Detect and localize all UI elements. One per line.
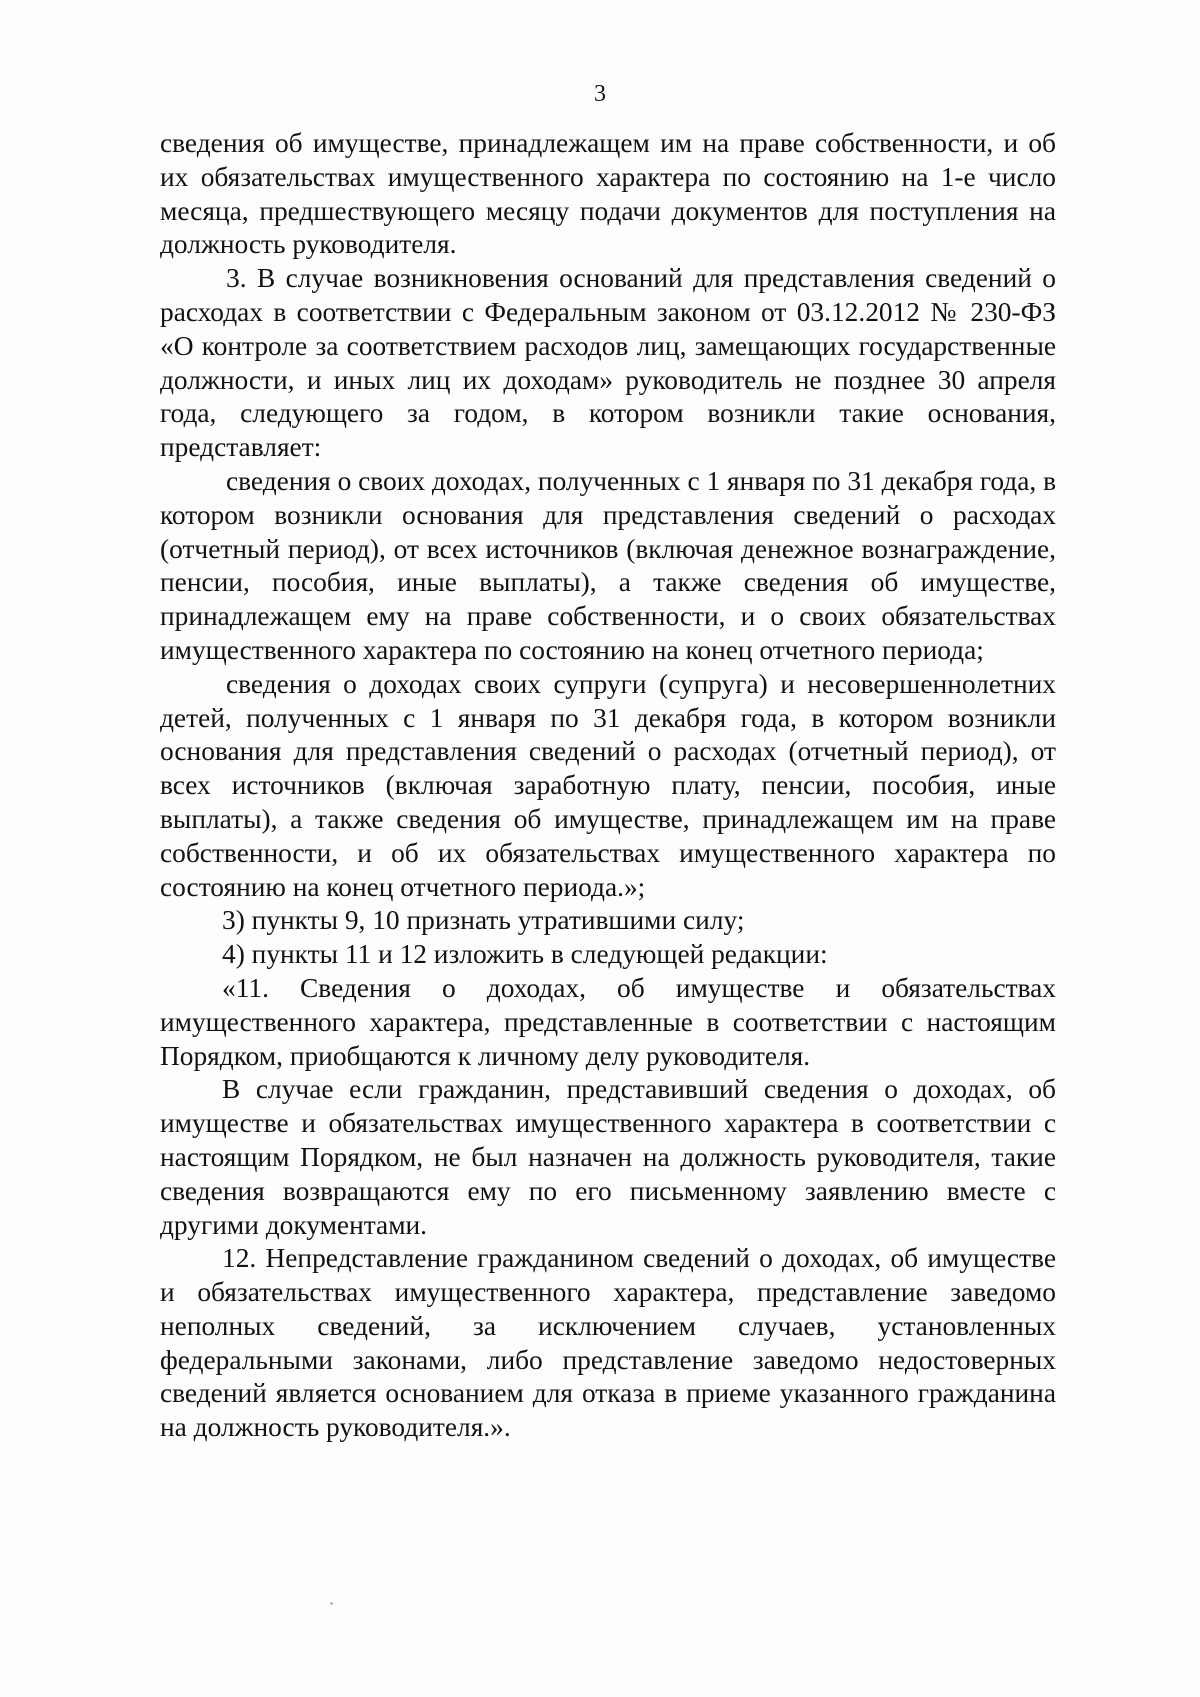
paragraph-item-11-continued: В случае если гражданин, представивший сведения о доходах, об имуществе и обязательствах имущественного характера в соответствии с настоящим Порядком, не был назначен на должность руководителя, такие сведения возвращаются ему по его письменному заявлению вместе с другими документами.	[160, 1074, 1056, 1240]
paragraph-continuation: сведения об имуществе, принадлежащем им на праве собственности, и об их обязательствах имущественного характера по состоянию на 1-е число месяца, предшествующего месяцу подачи документов для поступления на должность руководителя.	[160, 128, 1056, 260]
document-body	[160, 127, 1056, 1445]
paragraph-item-12: 12. Непредставление гражданином сведений о доходах, об имуществе и обязательствах имущественного характера, представление заведомо неполных сведений, за исключением случаев, установленных федеральными законами, либо представление заведомо недостоверных сведений является основанием для отказа в приеме указанного гражданина на должность руководителя.».	[160, 1243, 1056, 1443]
page-number: 3	[594, 81, 606, 107]
paragraph-item-3: 3. В случае возникновения оснований для представления сведений о расходах в соответствии с Федеральным законом от 03.12.2012 № 230-ФЗ «О контроле за соответствием расходов лиц, замещающих государственные должности, и иных лиц их доходам» руководитель не позднее 30 апреля года, следующего за годом, в котором возникли такие основания, представляет:	[160, 263, 1056, 463]
paragraph-subitem-4: 4) пункты 11 и 12 изложить в следующей редакции:	[222, 939, 828, 970]
paragraph-subitem-3: 3) пункты 9, 10 признать утратившими силу;	[222, 905, 745, 936]
paragraph-own-income: сведения о своих доходах, полученных с 1 января по 31 декабря года, в котором возникли основания для представления сведений о расходах (отчетный период), от всех источников (включая денежное вознаграждение, пенсии, пособия, иные выплаты), а также сведения об имуществе, принадлежащем ему на праве собственности, и о своих обязательствах имущественного характера по состоянию на конец отчетного периода;	[160, 465, 1056, 665]
scan-speck	[330, 1602, 333, 1605]
paragraph-item-11: «11. Сведения о доходах, об имуществе и обязательствах имущественного характера, представленные в соответствии с настоящим Порядком, приобщаются к личному делу руководителя.	[160, 972, 1056, 1071]
paragraph-family-income: сведения о доходах своих супруги (супруга) и несовершеннолетних детей, полученных с 1 января по 31 декабря года, в котором возникли основания для представления сведений о расходах (отчетный период), от всех источников (включая заработную плату, пенсии, пособия, иные выплаты), а также сведения об имуществе, принадлежащем им на праве собственности, и об их обязательствах имущественного характера по состоянию на конец отчетного периода.»;	[160, 668, 1056, 902]
